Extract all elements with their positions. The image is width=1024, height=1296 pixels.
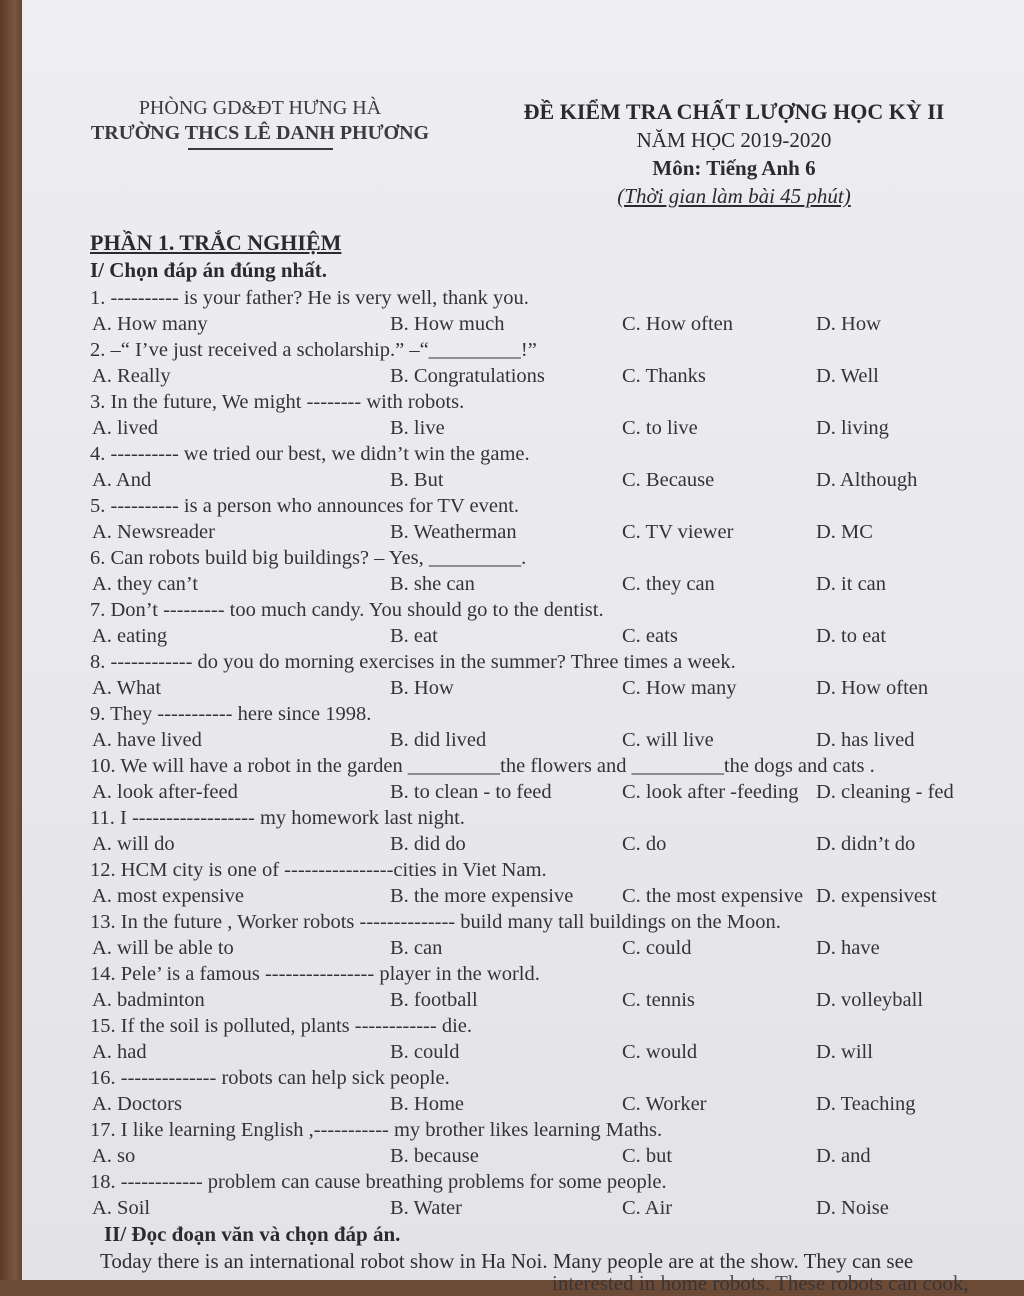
answer-option-a: A. most expensive — [92, 885, 245, 907]
question-stem: 17. I like learning English ,----------- my brother likes learning Maths. — [90, 1119, 663, 1141]
answer-option-a: A. lived — [92, 417, 159, 439]
answer-option-a: A. will be able to — [92, 937, 234, 959]
answer-option-c: C. will live — [622, 729, 714, 751]
question-item — [90, 1169, 1010, 1221]
reading-passage-line-2: interested in home robots. These robots can cook, — [552, 1271, 969, 1295]
question-item — [90, 389, 1010, 441]
question-options — [90, 987, 1010, 1013]
question-options — [90, 519, 1010, 545]
answer-option-b: B. Home — [390, 1093, 465, 1115]
answer-option-d: D. didn’t do — [816, 833, 916, 855]
question-options — [90, 831, 1010, 857]
answer-option-d: D. cleaning - fed — [816, 781, 954, 803]
question-options — [90, 727, 1010, 753]
question-options — [90, 363, 1010, 389]
answer-option-b: B. she can — [390, 573, 475, 595]
answer-option-c: C. they can — [622, 573, 715, 595]
question-item — [90, 805, 1010, 857]
answer-option-c: C. Thanks — [622, 365, 706, 387]
question-options — [90, 1091, 1010, 1117]
question-options — [90, 1195, 1010, 1221]
question-item — [90, 337, 1010, 389]
question-stem: 12. HCM city is one of ----------------cities in Viet Nam. — [90, 859, 547, 881]
answer-option-d: D. volleyball — [816, 989, 924, 1011]
question-stem: 3. In the future, We might -------- with robots. — [90, 391, 465, 413]
answer-option-c: C. could — [622, 937, 692, 959]
answer-option-b: B. How much — [390, 313, 505, 335]
answer-option-a: A. Newsreader — [92, 521, 215, 543]
answer-option-a: A. How many — [92, 313, 208, 335]
question-stem: 13. In the future , Worker robots -------------- build many tall buildings on the Moon. — [90, 911, 781, 933]
answer-option-c: C. eats — [622, 625, 678, 647]
answer-option-b: B. live — [390, 417, 445, 439]
question-stem: 1. ---------- is your father? He is very well, thank you. — [90, 287, 529, 309]
question-options — [90, 675, 1010, 701]
question-options — [90, 883, 1010, 909]
answer-option-a: A. eating — [92, 625, 168, 647]
answer-option-a: A. badminton — [92, 989, 205, 1011]
answer-option-a: A. Doctors — [92, 1093, 182, 1115]
department-name: PHÒNG GD&ĐT HƯNG HÀ — [138, 97, 382, 119]
answer-option-a: A. they can’t — [92, 573, 199, 595]
answer-option-d: D. living — [816, 417, 889, 439]
answer-option-b: B. did lived — [390, 729, 487, 751]
answer-option-b: B. to clean - to feed — [390, 781, 552, 803]
answer-option-a: A. so — [92, 1145, 136, 1167]
answer-option-b: B. But — [390, 469, 444, 491]
answer-option-c: C. Worker — [622, 1093, 707, 1115]
question-item — [90, 597, 1010, 649]
answer-option-b: B. did do — [390, 833, 466, 855]
answer-option-b: B. Water — [390, 1197, 462, 1219]
answer-option-c: C. the most expensive — [622, 885, 804, 907]
question-options — [90, 779, 1010, 805]
question-stem: 8. ------------ do you do morning exercises in the summer? Three times a week. — [90, 651, 736, 673]
question-item — [90, 753, 1010, 805]
answer-option-b: B. Weatherman — [390, 521, 517, 543]
question-item — [90, 441, 1010, 493]
answer-option-b: B. football — [390, 989, 478, 1011]
question-item — [90, 857, 1010, 909]
question-item — [90, 1013, 1010, 1065]
answer-option-d: D. have — [816, 937, 880, 959]
answer-option-c: C. Because — [622, 469, 715, 491]
question-stem: 10. We will have a robot in the garden _________the flowers and _________the dogs and cats . — [90, 755, 875, 777]
school-name: TRƯỜNG THCS LÊ DANH PHƯƠNG — [90, 122, 430, 144]
answer-option-c: C. Air — [622, 1197, 673, 1219]
question-options — [90, 467, 1010, 493]
exam-subject: Môn: Tiếng Anh 6 — [652, 156, 816, 180]
answer-option-a: A. And — [92, 469, 152, 491]
question-options — [90, 571, 1010, 597]
section-2-title: II/ Đọc đoạn văn và chọn đáp án. — [104, 1222, 401, 1246]
question-item — [90, 909, 1010, 961]
answer-option-d: D. has lived — [816, 729, 915, 751]
question-stem: 6. Can robots build big buildings? – Yes, _________. — [90, 547, 527, 569]
question-item — [90, 1065, 1010, 1117]
question-stem: 14. Pele’ is a famous ---------------- player in the world. — [90, 963, 540, 985]
question-stem: 2. –“ I’ve just received a scholarship.” –“_________!” — [90, 339, 537, 361]
answer-option-c: C. How many — [622, 677, 737, 699]
answer-option-b: B. How — [390, 677, 454, 699]
answer-option-c: C. would — [622, 1041, 698, 1063]
answer-option-c: C. to live — [622, 417, 698, 439]
question-stem: 16. -------------- robots can help sick people. — [90, 1067, 450, 1089]
school-underline — [188, 148, 333, 150]
answer-option-b: B. eat — [390, 625, 438, 647]
answer-option-a: A. have lived — [92, 729, 202, 751]
answer-option-d: D. MC — [816, 521, 873, 543]
answer-option-d: D. How often — [816, 677, 929, 699]
answer-option-d: D. expensivest — [816, 885, 937, 907]
question-stem: 7. Don’t --------- too much candy. You should go to the dentist. — [90, 599, 604, 621]
reading-passage-line-1: Today there is an international robot show in Ha Noi. Many people are at the show. They can see — [100, 1249, 914, 1273]
answer-option-a: A. Soil — [92, 1197, 151, 1219]
school-year: NĂM HỌC 2019-2020 — [636, 128, 832, 152]
answer-option-a: A. What — [92, 677, 162, 699]
answer-option-b: B. because — [390, 1145, 479, 1167]
answer-option-d: D. Teaching — [816, 1093, 916, 1115]
answer-option-b: B. could — [390, 1041, 460, 1063]
answer-option-d: D. to eat — [816, 625, 887, 647]
question-stem: 15. If the soil is polluted, plants ------------ die. — [90, 1015, 472, 1037]
answer-option-d: D. and — [816, 1145, 871, 1167]
header-right — [484, 98, 984, 210]
answer-option-d: D. Noise — [816, 1197, 889, 1219]
question-stem: 18. ------------ problem can cause breathing problems for some people. — [90, 1171, 667, 1193]
answer-option-b: B. can — [390, 937, 443, 959]
answer-option-a: A. had — [92, 1041, 147, 1063]
answer-option-a: A. look after-feed — [92, 781, 238, 803]
question-list — [90, 285, 1010, 1221]
answer-option-c: C. but — [622, 1145, 673, 1167]
question-item — [90, 701, 1010, 753]
question-options — [90, 935, 1010, 961]
answer-option-a: A. will do — [92, 833, 175, 855]
question-options — [90, 311, 1010, 337]
answer-option-c: C. tennis — [622, 989, 695, 1011]
exam-paper — [22, 0, 1024, 1295]
answer-option-d: D. How — [816, 313, 881, 335]
section-1-title: PHẦN 1. TRẮC NGHIỆM — [90, 230, 342, 255]
question-options — [90, 415, 1010, 441]
question-options — [90, 623, 1010, 649]
answer-option-b: B. the more expensive — [390, 885, 574, 907]
section-1-instruction: I/ Chọn đáp án đúng nhất. — [90, 258, 327, 282]
question-item — [90, 493, 1010, 545]
header-left — [80, 96, 440, 150]
question-stem: 4. ---------- we tried our best, we didn’t win the game. — [90, 443, 530, 465]
answer-option-d: D. it can — [816, 573, 887, 595]
answer-option-c: C. TV viewer — [622, 521, 734, 543]
answer-option-d: D. Although — [816, 469, 918, 491]
question-options — [90, 1143, 1010, 1169]
question-item — [90, 649, 1010, 701]
question-stem: 11. I ------------------ my homework last night. — [90, 807, 465, 829]
question-item — [90, 1117, 1010, 1169]
answer-option-c: C. look after -feeding — [622, 781, 799, 803]
answer-option-c: C. How often — [622, 313, 734, 335]
answer-option-d: D. Well — [816, 365, 879, 387]
question-options — [90, 1039, 1010, 1065]
answer-option-c: C. do — [622, 833, 667, 855]
question-stem: 5. ---------- is a person who announces for TV event. — [90, 495, 520, 517]
exam-duration: (Thời gian làm bài 45 phút) — [617, 184, 851, 208]
question-item — [90, 545, 1010, 597]
question-stem: 9. They ----------- here since 1998. — [90, 703, 372, 725]
answer-option-b: B. Congratulations — [390, 365, 545, 387]
exam-title: ĐỀ KIỂM TRA CHẤT LƯỢNG HỌC KỲ II — [523, 99, 945, 124]
answer-option-a: A. Really — [92, 365, 171, 387]
answer-option-d: D. will — [816, 1041, 873, 1063]
question-item — [90, 285, 1010, 337]
question-item — [90, 961, 1010, 1013]
